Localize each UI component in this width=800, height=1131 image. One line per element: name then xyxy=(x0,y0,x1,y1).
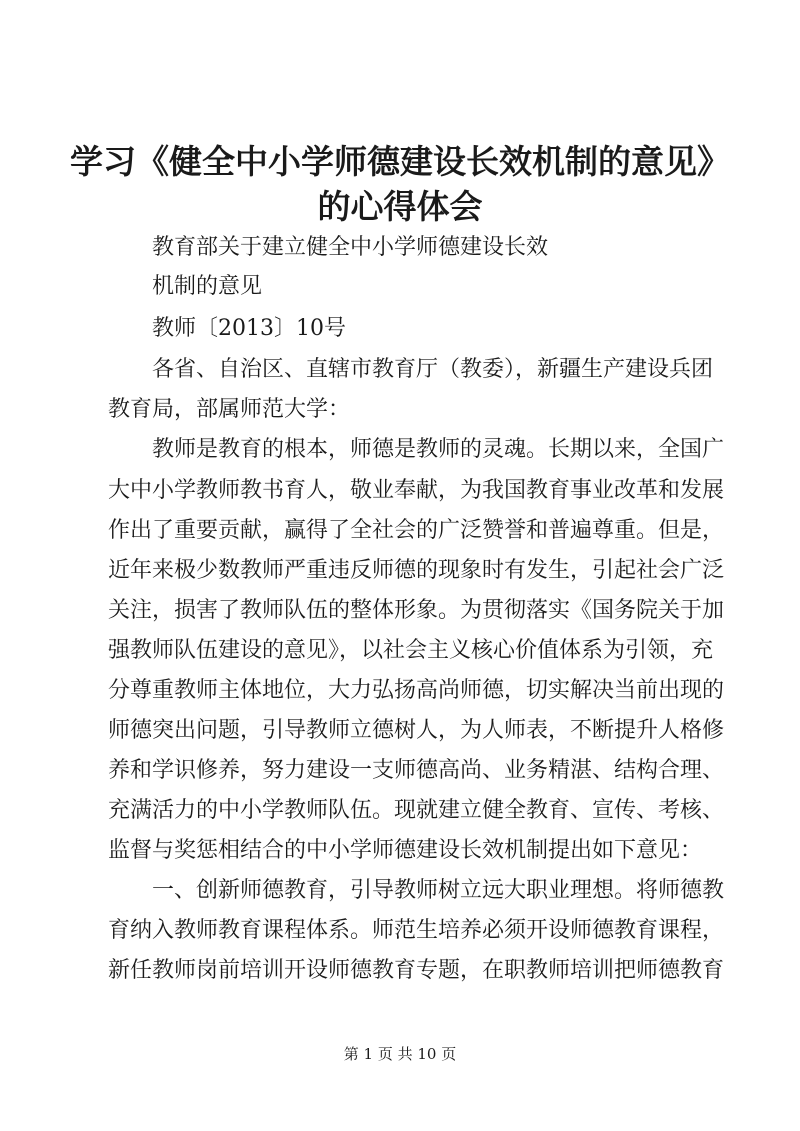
document-title-line-2: 的心得体会 xyxy=(317,187,483,226)
body-line: 师德突出问题，引导教师立德树人，为人师表，不断提升人格修 xyxy=(108,718,725,743)
body-line: 各省、自治区、直辖市教育厅（教委），新疆生产建设兵团 xyxy=(152,357,714,382)
body-line: 教育部关于建立健全中小学师德建设长效 xyxy=(152,235,549,260)
body-line: 分尊重教师主体地位，大力弘扬高尚师德，切实解决当前出现的 xyxy=(108,678,725,703)
page-number-footer: 第 1 页 共 10 页 xyxy=(343,1045,457,1063)
body-line: 育纳入教师教育课程体系。师范生培养必须开设师德教育课程， xyxy=(108,918,725,943)
body-line: 养和学识修养，努力建设一支师德高尚、业务精湛、结构合理、 xyxy=(108,758,725,783)
body-line: 监督与奖惩相结合的中小学师德建设长效机制提出如下意见： xyxy=(108,838,703,863)
body-line: 机制的意见 xyxy=(152,274,263,299)
body-line: 教师是教育的根本，师德是教师的灵魂。长期以来，全国广 xyxy=(152,437,725,462)
body-line: 关注，损害了教师队伍的整体形象。为贯彻落实《国务院关于加 xyxy=(108,598,725,623)
body-line: 新任教师岗前培训开设师德教育专题，在职教师培训把师德教育 xyxy=(108,958,725,983)
body-line: 近年来极少数教师严重违反师德的现象时有发生，引起社会广泛 xyxy=(108,558,725,583)
body-line: 教育局，部属师范大学： xyxy=(108,397,351,422)
document-title-line-1: 学习《健全中小学师德建设长效机制的意见》 xyxy=(70,142,730,181)
body-line: 作出了重要贡献，赢得了全社会的广泛赞誉和普遍尊重。但是， xyxy=(108,518,725,543)
body-line: 教师〔2013〕10号 xyxy=(152,316,346,341)
body-line: 大中小学教师教书育人，敬业奉献，为我国教育事业改革和发展 xyxy=(108,478,725,503)
body-line: 强教师队伍建设的意见》，以社会主义核心价值体系为引领，充 xyxy=(108,638,714,663)
body-line: 充满活力的中小学教师队伍。现就建立健全教育、宣传、考核、 xyxy=(108,798,725,823)
body-line: 一、创新师德教育，引导教师树立远大职业理想。将师德教 xyxy=(152,878,725,903)
